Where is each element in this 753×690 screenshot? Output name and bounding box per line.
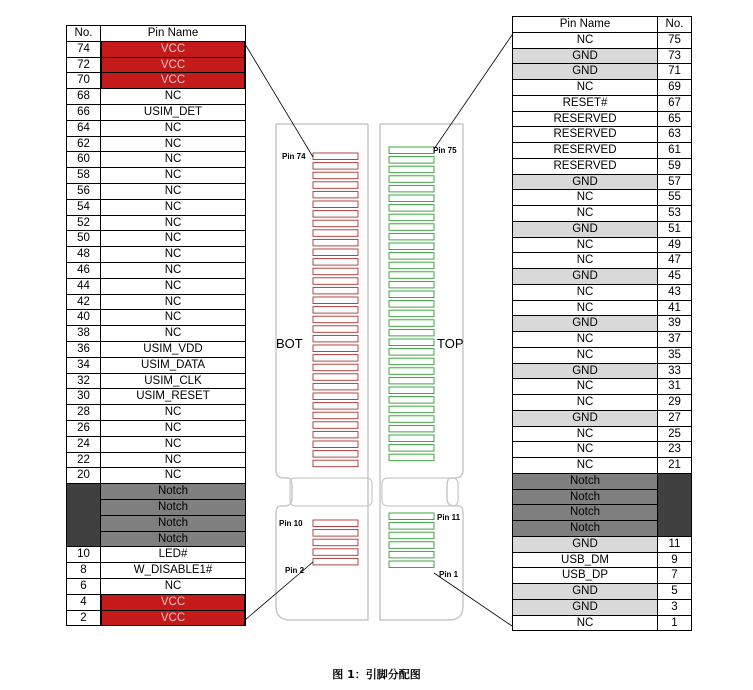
pin-name-cell: RESERVED: [512, 126, 658, 143]
top-pin: [389, 272, 434, 279]
pin-number-cell: 41: [657, 300, 692, 317]
pin-name-cell: GND: [512, 174, 658, 191]
bot-pin: [313, 345, 358, 352]
pin-number-cell: 27: [657, 410, 692, 427]
pin-number-cell: 30: [66, 388, 101, 405]
pin-number-cell: 48: [66, 246, 101, 263]
pin-number-cell: 37: [657, 331, 692, 348]
pin-number-cell: 69: [657, 79, 692, 96]
pin-name-cell: NC: [512, 331, 658, 348]
bot-pin-lower: [313, 520, 358, 527]
pin-number-cell: 10: [66, 546, 101, 563]
top-pin-lower: [389, 532, 434, 539]
pin-number-cell: 68: [66, 88, 101, 105]
pin-number-cell: 64: [66, 120, 101, 137]
bot-pin: [313, 239, 358, 246]
top-pin: [389, 406, 434, 413]
pin-number-cell: 65: [657, 111, 692, 128]
pin-name-cell: NC: [512, 189, 658, 206]
top-pin: [389, 425, 434, 432]
pin-number-cell: 38: [66, 325, 101, 342]
pin-number-cell: 62: [66, 136, 101, 153]
pin-number-cell: 74: [66, 41, 101, 58]
pin-number-cell: 45: [657, 268, 692, 285]
pin-number-cell: 32: [66, 373, 101, 390]
pin-number-cell: 28: [66, 404, 101, 421]
pin-number-cell: 33: [657, 363, 692, 380]
pin-name-cell: NC: [512, 32, 658, 49]
pin-name-cell: GND: [512, 410, 658, 427]
top-pin: [389, 435, 434, 442]
pin-number-cell: 75: [657, 32, 692, 49]
pin-name-cell: NC: [100, 404, 246, 421]
bot-pin: [313, 153, 358, 160]
top-pin: [389, 329, 434, 336]
figure-caption: 图 1：引脚分配图: [332, 668, 421, 681]
pin-name-cell: NC: [100, 578, 246, 595]
pin-name-cell: RESERVED: [512, 158, 658, 175]
pin-name-cell: NC: [512, 205, 658, 222]
pin-number-cell: 63: [657, 126, 692, 143]
pin-number-cell: 11: [657, 536, 692, 553]
pin-name-cell: Notch: [100, 531, 246, 548]
pin-name-cell: NC: [100, 420, 246, 437]
top-pin: [389, 166, 434, 173]
pin-name-cell: GND: [512, 536, 658, 553]
bot-pin-lower: [313, 558, 358, 565]
bot-side-label: BOT: [276, 336, 303, 351]
pin-number-cell: 5: [657, 583, 692, 600]
pin-number-cell: 71: [657, 63, 692, 80]
pin-number-cell: 54: [66, 199, 101, 216]
pin-number-cell: 7: [657, 567, 692, 584]
pin-number-cell: 58: [66, 167, 101, 184]
pin-number-cell: 73: [657, 48, 692, 65]
pin-number-cell: 56: [66, 183, 101, 200]
pin-number-cell: 23: [657, 441, 692, 458]
pin-name-cell: NC: [100, 309, 246, 326]
top-pin-lower: [389, 542, 434, 549]
pin-name-cell: GND: [512, 268, 658, 285]
pin-name-cell: NC: [512, 347, 658, 364]
pin-name-cell: GND: [512, 221, 658, 238]
pin-number-cell: 39: [657, 315, 692, 332]
bot-pin: [313, 460, 358, 467]
header-name-cell: Pin Name: [512, 16, 658, 33]
top-pin: [389, 253, 434, 260]
notch-number-block: [66, 483, 101, 547]
pin-number-cell: 70: [66, 72, 101, 89]
bot-pin: [313, 364, 358, 371]
top-pin: [389, 214, 434, 221]
bot-pin: [313, 287, 358, 294]
top-pin: [389, 454, 434, 461]
bot-pin: [313, 422, 358, 429]
pin-number-cell: 51: [657, 221, 692, 238]
pin-name-cell: NC: [512, 441, 658, 458]
pin-name-cell: RESET#: [512, 95, 658, 112]
pin-name-cell: USIM_RESET: [100, 388, 246, 405]
pin-number-cell: 2: [66, 610, 101, 627]
pin-75-label: Pin 75: [433, 146, 457, 155]
top-pin: [389, 320, 434, 327]
pin-name-cell: NC: [512, 615, 658, 632]
pin-name-cell: Notch: [100, 499, 246, 516]
pin-number-cell: 46: [66, 262, 101, 279]
pin-1-label: Pin 1: [439, 570, 459, 579]
bot-pin: [313, 326, 358, 333]
pin-number-cell: 52: [66, 215, 101, 232]
pin-number-cell: 59: [657, 158, 692, 175]
top-side-label: TOP: [437, 336, 464, 351]
pin-name-cell: NC: [512, 79, 658, 96]
bot-pin: [313, 441, 358, 448]
pin-name-cell: USIM_CLK: [100, 373, 246, 390]
pin-name-cell: NC: [100, 436, 246, 453]
pin-number-cell: 31: [657, 378, 692, 395]
pin-name-cell: NC: [100, 167, 246, 184]
notch-number-block: [657, 473, 692, 537]
pin-number-cell: 21: [657, 457, 692, 474]
pin-number-cell: 36: [66, 341, 101, 358]
pin-number-cell: 55: [657, 189, 692, 206]
bot-pin: [313, 393, 358, 400]
top-pin: [389, 291, 434, 298]
top-pin: [389, 339, 434, 346]
leader-line-pin1: [434, 573, 512, 626]
pin-number-cell: 20: [66, 467, 101, 484]
pin-74-label: Pin 74: [282, 152, 306, 161]
pin-name-cell: GND: [512, 48, 658, 65]
bot-pin: [313, 220, 358, 227]
pin-number-cell: 43: [657, 284, 692, 301]
pin-number-cell: 1: [657, 615, 692, 632]
pin-name-cell: VCC: [100, 610, 246, 627]
top-pin: [389, 445, 434, 452]
pin-number-cell: 8: [66, 562, 101, 579]
top-pin: [389, 281, 434, 288]
bot-pin: [313, 259, 358, 266]
bot-pin: [313, 374, 358, 381]
pin-name-cell: NC: [512, 300, 658, 317]
top-pin: [389, 397, 434, 404]
top-pin: [389, 195, 434, 202]
bot-pin: [313, 335, 358, 342]
notch-channel-left: [290, 478, 372, 506]
pin-name-cell: NC: [100, 246, 246, 263]
pin-name-cell: VCC: [100, 594, 246, 611]
pin-name-cell: NC: [100, 88, 246, 105]
pin-name-cell: NC: [100, 467, 246, 484]
top-pin: [389, 157, 434, 164]
pin-name-cell: USIM_VDD: [100, 341, 246, 358]
top-pin: [389, 377, 434, 384]
pin-number-cell: 9: [657, 552, 692, 569]
bot-pin-lower: [313, 530, 358, 537]
header-no-cell: No.: [657, 16, 692, 33]
top-pin: [389, 147, 434, 154]
pin-number-cell: 24: [66, 436, 101, 453]
pin-name-cell: NC: [100, 325, 246, 342]
pin-number-cell: 67: [657, 95, 692, 112]
pin-name-cell: LED#: [100, 546, 246, 563]
top-pin: [389, 205, 434, 212]
bot-pin: [313, 355, 358, 362]
pin-number-cell: 53: [657, 205, 692, 222]
pin-name-cell: NC: [512, 284, 658, 301]
pin-name-cell: NC: [512, 237, 658, 254]
bot-pin: [313, 211, 358, 218]
pin-name-cell: NC: [100, 452, 246, 469]
pin-number-cell: 61: [657, 142, 692, 159]
bot-pin: [313, 307, 358, 314]
pin-10-label: Pin 10: [279, 519, 303, 528]
pin-2-label: Pin 2: [285, 566, 305, 575]
pin-name-cell: NC: [512, 252, 658, 269]
pin-number-cell: 42: [66, 294, 101, 311]
pin-name-cell: NC: [100, 294, 246, 311]
pin-name-cell: USB_DP: [512, 567, 658, 584]
pin-name-cell: VCC: [100, 57, 246, 74]
pin-name-cell: Notch: [512, 504, 658, 521]
pin-number-cell: 47: [657, 252, 692, 269]
pin-name-cell: VCC: [100, 41, 246, 58]
top-pin-lower: [389, 513, 434, 520]
pin-name-cell: W_DISABLE1#: [100, 562, 246, 579]
pin-name-cell: NC: [100, 183, 246, 200]
pin-number-cell: 34: [66, 357, 101, 374]
pin-number-cell: 35: [657, 347, 692, 364]
top-pin: [389, 176, 434, 183]
bot-pin: [313, 297, 358, 304]
top-pin: [389, 224, 434, 231]
bot-pin: [313, 230, 358, 237]
leader-line-pin75: [434, 35, 512, 149]
pin-name-cell: Notch: [100, 515, 246, 532]
pin-name-cell: NC: [100, 262, 246, 279]
pin-number-cell: 72: [66, 57, 101, 74]
pin-name-cell: NC: [100, 199, 246, 216]
pin-name-cell: NC: [512, 378, 658, 395]
pin-name-cell: NC: [512, 394, 658, 411]
pin-number-cell: 66: [66, 104, 101, 121]
pin-number-cell: 25: [657, 426, 692, 443]
pin-name-cell: Notch: [512, 489, 658, 506]
top-pin: [389, 358, 434, 365]
pin-name-cell: USIM_DET: [100, 104, 246, 121]
pin-number-cell: 4: [66, 594, 101, 611]
top-pin: [389, 416, 434, 423]
pin-name-cell: Notch: [512, 473, 658, 490]
bot-pin: [313, 268, 358, 275]
top-pin-lower: [389, 551, 434, 558]
pin-name-cell: USIM_DATA: [100, 357, 246, 374]
pin-number-cell: 26: [66, 420, 101, 437]
bot-pin: [313, 172, 358, 179]
pin-name-cell: GND: [512, 315, 658, 332]
bot-pin: [313, 316, 358, 323]
bot-pin: [313, 412, 358, 419]
pin-name-cell: NC: [100, 278, 246, 295]
pin-name-cell: GND: [512, 583, 658, 600]
pin-number-cell: 40: [66, 309, 101, 326]
top-pin: [389, 310, 434, 317]
pin-number-cell: 22: [66, 452, 101, 469]
bot-pin-lower: [313, 549, 358, 556]
bot-pin: [313, 182, 358, 189]
top-pin: [389, 349, 434, 356]
pin-name-cell: NC: [100, 120, 246, 137]
pin-name-cell: RESERVED: [512, 111, 658, 128]
pin-number-cell: 57: [657, 174, 692, 191]
top-pin: [389, 262, 434, 269]
pin-name-cell: NC: [100, 230, 246, 247]
pin-name-cell: Notch: [512, 520, 658, 537]
pin-11-label: Pin 11: [437, 513, 461, 522]
bot-pin: [313, 403, 358, 410]
header-name-cell: Pin Name: [100, 25, 246, 42]
pin-name-cell: NC: [100, 151, 246, 168]
pin-number-cell: 44: [66, 278, 101, 295]
bot-pin: [313, 249, 358, 256]
bot-pin-lower: [313, 539, 358, 546]
pin-number-cell: 49: [657, 237, 692, 254]
pin-name-cell: NC: [100, 136, 246, 153]
top-pin-lower: [389, 523, 434, 530]
bot-pin: [313, 451, 358, 458]
pin-name-cell: NC: [512, 457, 658, 474]
pin-name-cell: GND: [512, 63, 658, 80]
pin-name-cell: NC: [512, 426, 658, 443]
pin-name-cell: Notch: [100, 483, 246, 500]
top-pin: [389, 368, 434, 375]
pin-name-cell: GND: [512, 363, 658, 380]
top-pin: [389, 301, 434, 308]
pin-name-cell: USB_DM: [512, 552, 658, 569]
pin-name-cell: NC: [100, 215, 246, 232]
bot-pin: [313, 278, 358, 285]
pin-number-cell: 29: [657, 394, 692, 411]
top-pin: [389, 185, 434, 192]
pin-name-cell: GND: [512, 599, 658, 616]
pin-number-cell: 50: [66, 230, 101, 247]
pin-number-cell: 60: [66, 151, 101, 168]
pin-name-cell: RESERVED: [512, 142, 658, 159]
top-pin-lower: [389, 561, 434, 568]
pin-number-cell: 6: [66, 578, 101, 595]
bot-pin: [313, 191, 358, 198]
leader-line-pin74: [245, 44, 313, 157]
bot-pin: [313, 383, 358, 390]
pin-name-cell: VCC: [100, 72, 246, 89]
bot-pin: [313, 431, 358, 438]
bot-pin: [313, 201, 358, 208]
top-pin: [389, 243, 434, 250]
pin-number-cell: 3: [657, 599, 692, 616]
header-no-cell: No.: [66, 25, 101, 42]
top-pin: [389, 233, 434, 240]
top-pin: [389, 387, 434, 394]
bot-pin: [313, 163, 358, 170]
